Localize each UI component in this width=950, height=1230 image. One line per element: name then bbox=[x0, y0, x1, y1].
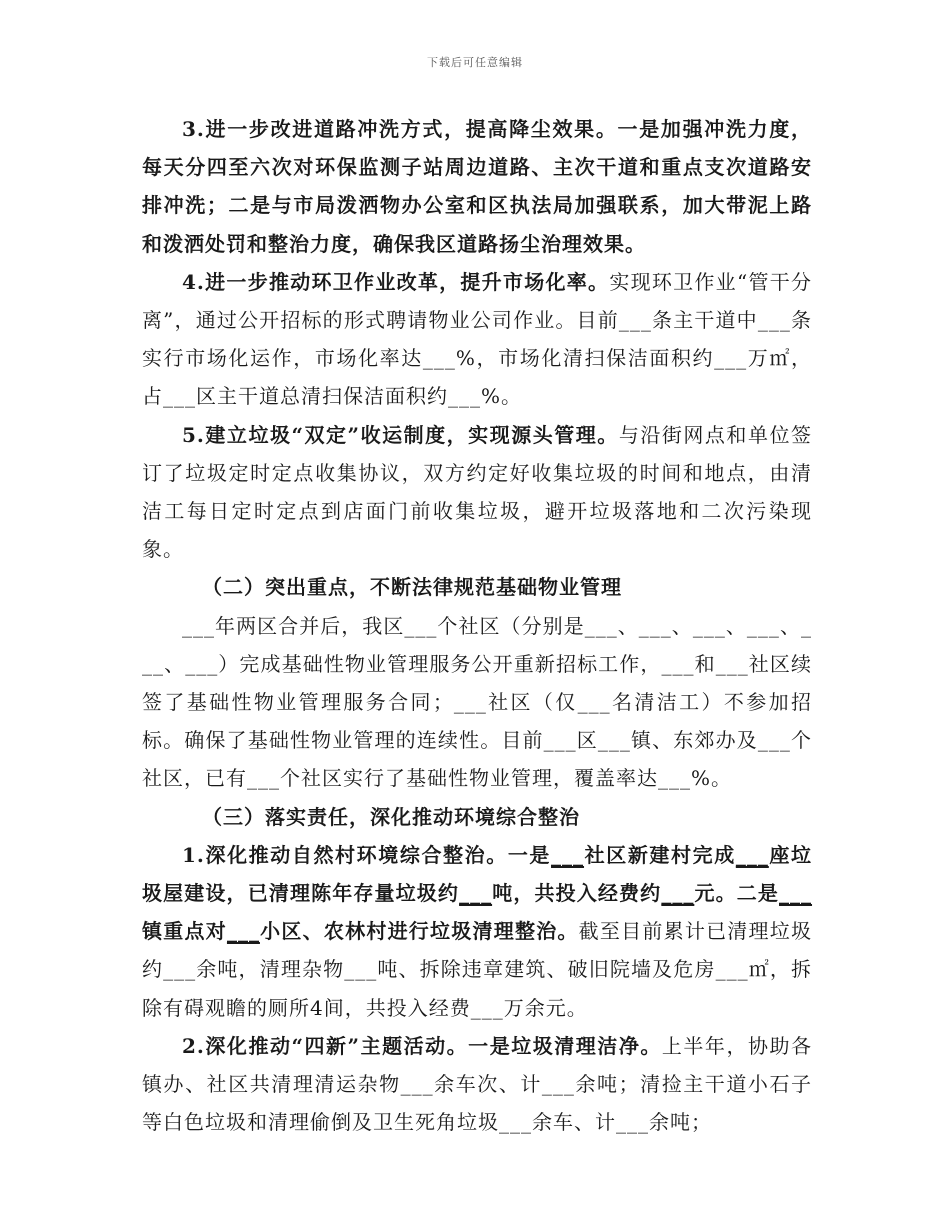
fill-blank: ___ bbox=[226, 919, 260, 944]
paragraph-four-new-campaign bbox=[142, 1027, 812, 1142]
paragraph-heading-part: 元。二是 bbox=[694, 881, 780, 906]
paragraph-heading-part: 1.深化推动自然村环境综合整治。一是 bbox=[182, 842, 552, 867]
paragraph-sanitation-reform bbox=[142, 263, 812, 416]
paragraph-body: 实现环卫作业“管干分离”，通过公开招标的形式聘请物业公司作业。目前___条主干道中___条实行市场化运作，市场化率达___%，市场化清扫保洁面积约___万㎡，占___区主干道总清扫保洁面积约___%。 bbox=[142, 269, 812, 409]
paragraph-heading: 4.进一步推动环卫作业改革，提升市场化率。 bbox=[182, 269, 610, 294]
paragraph-village-improvement bbox=[142, 836, 812, 1027]
section-title-property-management: （二）突出重点，不断法律规范基础物业管理 bbox=[202, 575, 622, 600]
paragraph-property-management bbox=[142, 607, 812, 798]
paragraph-heading: 5.建立垃圾“双定”收运制度，实现源头管理。 bbox=[182, 422, 619, 447]
paragraph-garbage-collection bbox=[142, 416, 812, 569]
fill-blank: ___ bbox=[459, 881, 493, 906]
page-header-note: 下载后可任意编辑 bbox=[427, 56, 523, 69]
paragraph-body: 截至目前累计已清理垃圾约___余吨，清理杂物___吨、拆除违章建筑、破旧院墙及危房___㎡，拆除有碍观瞻的厕所4间，共投入经费___万余元。 bbox=[142, 919, 813, 1020]
paragraph-heading: 3.进一步改进道路冲洗方式，提高降尘效果。一是加强冲洗力度，每天分四至六次对环保监测子站周边道路、主次干道和重点支次道路安排冲洗；二是与市局泼洒物办公室和区执法局加强联系，加大带泥上路和泼洒处罚和整治力度，确保我区道路扬尘治理效果。 bbox=[142, 117, 812, 256]
paragraph-heading-part: 小区、农林村进行垃圾清理整治。 bbox=[259, 919, 579, 944]
paragraph-heading: 2.深化推动“四新”主题活动。一是垃圾清理洁净。 bbox=[182, 1033, 662, 1058]
section-title-environment-improvement: （三）落实责任，深化推动环境综合整治 bbox=[202, 804, 580, 829]
paragraph-body: 上半年，协助各镇办、社区共清理清运杂物___余车次、计___余吨；清捡主干道小石子等白色垃圾和清理偷倒及卫生死角垃圾___余车、计___余吨； bbox=[142, 1033, 813, 1135]
document-body bbox=[142, 110, 812, 1141]
fill-blank: ___ bbox=[661, 881, 695, 906]
paragraph-heading-part: 吨，共投入经费约 bbox=[492, 881, 662, 906]
fill-blank: ___ bbox=[779, 881, 813, 906]
paragraph-heading-part: 座垃圾屋建设，已清理陈年存量垃圾约 bbox=[142, 842, 813, 906]
paragraph-body: 与沿街网点和单位签订了垃圾定时定点收集协议，双方约定好收集垃圾的时间和地点，由清洁工每日定时定点到店面门前收集垃圾，避开垃圾落地和二次污染现象。 bbox=[142, 422, 812, 562]
paragraph-heading-part: 镇重点对 bbox=[142, 919, 227, 944]
paragraph-road-washing bbox=[142, 110, 812, 263]
paragraph-body: ___年两区合并后，我区___个社区（分别是___、___、___、___、___、___）完成基础性物业管理服务公开重新招标工作，___和___社区续签了基础性物业管理服务合同；___社区（仅___名清洁工）不参加招标。确保了基础性物业管理的连续性。目前___区___镇、东郊办及___个社区，已有___个社区实行了基础性物业管理，覆盖率达___%。 bbox=[142, 613, 812, 791]
fill-blank: ___ bbox=[551, 842, 585, 867]
paragraph-heading-part: 社区新建村完成 bbox=[584, 842, 736, 867]
fill-blank: ___ bbox=[735, 842, 769, 867]
